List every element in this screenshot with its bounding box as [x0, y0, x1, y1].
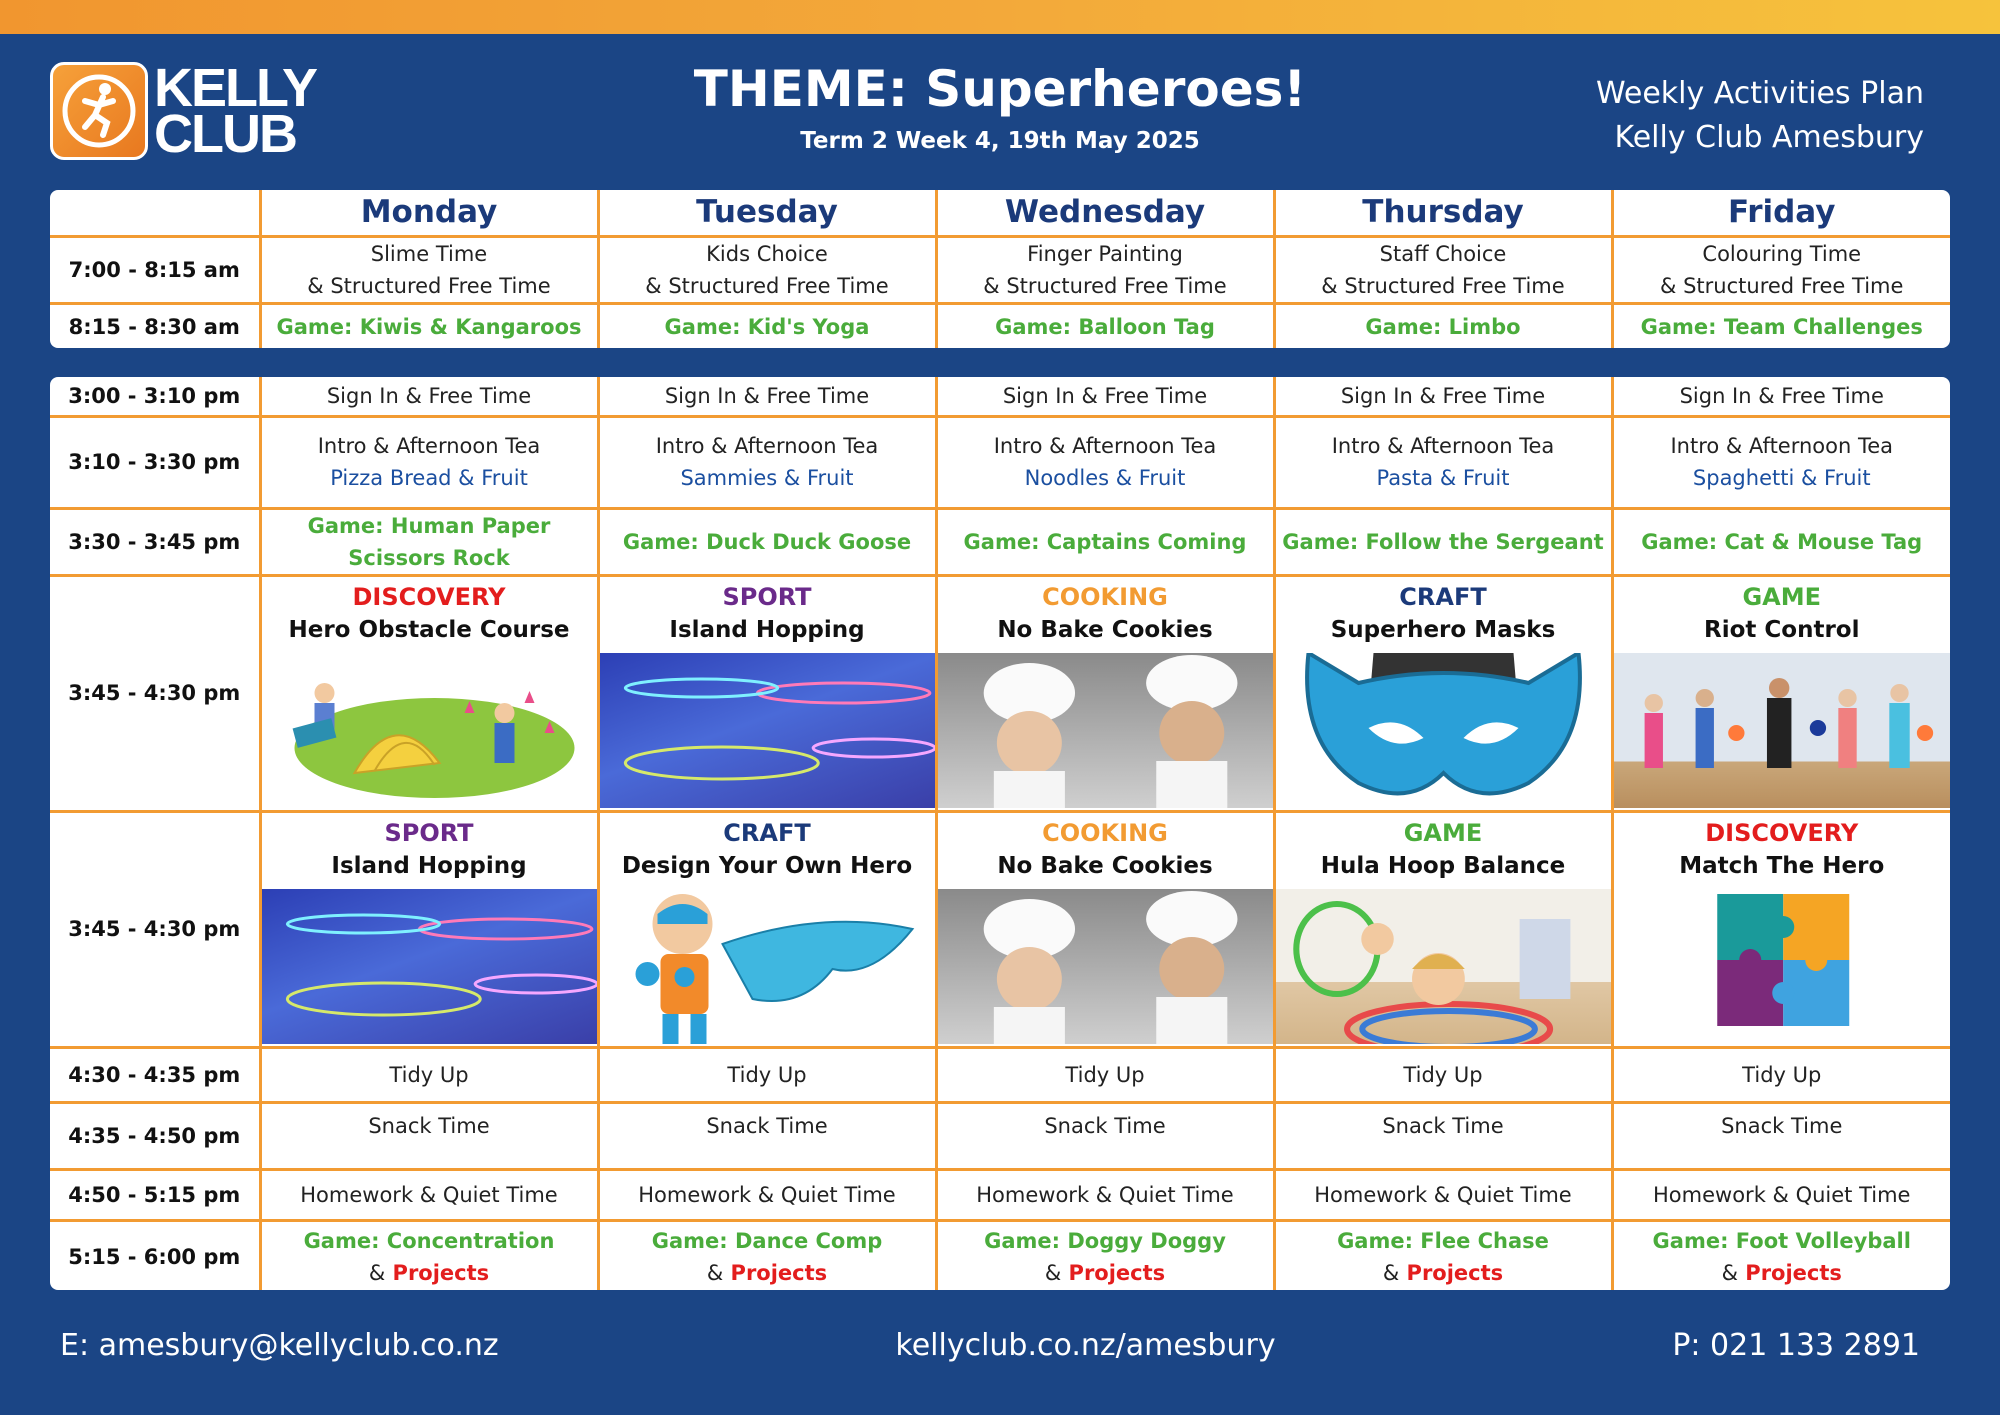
activity-category: COOKING: [1042, 582, 1168, 611]
activity-category: SPORT: [722, 582, 812, 611]
schedule-cell: [598, 1047, 936, 1102]
schedule-cell: [936, 1169, 1274, 1220]
activity-text: Intro & Afternoon Tea: [317, 434, 541, 458]
schedule-cell: [1274, 1169, 1612, 1220]
activity-cell: [598, 811, 936, 1047]
schedule-cell: [1274, 416, 1612, 508]
activity-category: CRAFT: [723, 818, 811, 847]
game-text: Game: Captains Coming: [963, 529, 1247, 554]
kids-ball-game-photo: [1614, 653, 1951, 808]
activity-cell: [1274, 575, 1612, 811]
ampersand: &: [368, 1260, 386, 1285]
schedule-cell: [936, 1047, 1274, 1102]
activity-text: Intro & Afternoon Tea: [1331, 434, 1555, 458]
food-text: Pasta & Fruit: [1376, 466, 1510, 490]
schedule-cell: [936, 1102, 1274, 1169]
time-slot: 3:45 - 4:30 pm: [50, 811, 260, 1047]
activity-category: GAME: [1403, 818, 1483, 847]
schedule-cell: [1612, 236, 1950, 303]
schedule-cell: [260, 1102, 598, 1169]
activity-category: GAME: [1742, 582, 1822, 611]
running-figure-icon: [50, 62, 148, 160]
projects-label: Projects: [1406, 1260, 1504, 1285]
kids-chefs-photo: [938, 889, 1273, 1044]
activity-text: Finger Painting: [1027, 241, 1183, 266]
game-text: Game: Flee Chase: [1337, 1228, 1549, 1253]
day-header-monday: Monday: [260, 190, 598, 236]
schedule-cell: [260, 303, 598, 348]
activity-text: & Structured Free Time: [645, 273, 889, 298]
projects-label: Projects: [1745, 1260, 1842, 1285]
hula-hoops-floor-photo: [600, 653, 935, 808]
email-link[interactable]: E: amesbury@kellyclub.co.nz: [60, 1328, 499, 1363]
activity-text: Snack Time: [1044, 1113, 1166, 1138]
day-header-tuesday: Tuesday: [598, 190, 936, 236]
schedule-cell: [1274, 236, 1612, 303]
activity-title: No Bake Cookies: [997, 616, 1213, 643]
time-slot: 8:15 - 8:30 am: [50, 303, 260, 348]
website-link[interactable]: kellyclub.co.nz/amesbury: [895, 1328, 1276, 1363]
time-slot: 4:50 - 5:15 pm: [50, 1169, 260, 1220]
schedule-cell: [260, 416, 598, 508]
activity-title: Match The Hero: [1679, 852, 1885, 879]
activity-text: Sign In & Free Time: [1340, 383, 1546, 408]
activity-text: Homework & Quiet Time: [976, 1182, 1234, 1207]
activity-text: Snack Time: [706, 1113, 828, 1138]
schedule-cell: [1274, 377, 1612, 416]
food-text: Noodles & Fruit: [1024, 466, 1186, 490]
activity-text: & Structured Free Time: [1660, 273, 1904, 298]
top-accent-stripe: [0, 0, 2000, 34]
activity-cell: [260, 811, 598, 1047]
kids-chefs-photo: [938, 653, 1273, 808]
activity-text: Tidy Up: [1403, 1062, 1483, 1087]
schedule-cell: [598, 236, 936, 303]
schedule-cell: [260, 377, 598, 416]
activity-text: Homework & Quiet Time: [1314, 1182, 1572, 1207]
schedule-cell: [598, 303, 936, 348]
activity-text: & Structured Free Time: [1321, 273, 1565, 298]
game-text: Game: Balloon Tag: [995, 315, 1215, 340]
game-text: Game: Foot Volleyball: [1652, 1228, 1911, 1253]
schedule-cell: [598, 416, 936, 508]
game-text: Game: Cat & Mouse Tag: [1641, 529, 1923, 554]
activity-text: Tidy Up: [389, 1062, 469, 1087]
activity-text: & Structured Free Time: [307, 273, 551, 298]
empty-header-cell: [50, 190, 260, 236]
schedule-cell: [260, 1169, 598, 1220]
activity-title: Island Hopping: [669, 616, 865, 643]
food-text: Sammies & Fruit: [680, 466, 854, 490]
page-title: THEME: Superheroes!: [693, 60, 1307, 118]
time-slot: 3:00 - 3:10 pm: [50, 377, 260, 416]
activity-text: Tidy Up: [1065, 1062, 1145, 1087]
morning-schedule-table: [50, 190, 1950, 348]
food-text: Pizza Bread & Fruit: [330, 466, 528, 490]
ampersand: &: [1044, 1260, 1062, 1285]
schedule-cell: [936, 303, 1274, 348]
activity-cell: [1612, 575, 1950, 811]
activity-text: Staff Choice: [1379, 241, 1507, 266]
schedule-cell: [1612, 377, 1950, 416]
schedule-cell: [936, 508, 1274, 575]
activity-text: Intro & Afternoon Tea: [993, 434, 1217, 458]
schedule-cell: [260, 1047, 598, 1102]
time-slot: 3:10 - 3:30 pm: [50, 416, 260, 508]
schedule-cell: [598, 377, 936, 416]
game-text: Game: Follow the Sergeant: [1282, 529, 1604, 554]
schedule-cell: [936, 236, 1274, 303]
obstacle-course-illustration: [262, 653, 597, 808]
activity-title: Design Your Own Hero: [621, 852, 913, 879]
game-text: Game: Concentration: [303, 1228, 555, 1253]
activity-category: CRAFT: [1399, 582, 1487, 611]
schedule-cell: [1612, 1220, 1950, 1290]
activity-title: Hero Obstacle Course: [288, 616, 570, 643]
game-text: Game: Limbo: [1365, 315, 1521, 340]
activity-text: Intro & Afternoon Tea: [655, 434, 879, 458]
activity-category: DISCOVERY: [1705, 818, 1859, 847]
game-text: Game: Kid's Yoga: [664, 315, 870, 340]
activity-text: Intro & Afternoon Tea: [1670, 434, 1894, 458]
activity-cell: [1612, 811, 1950, 1047]
projects-label: Projects: [1068, 1260, 1166, 1285]
phone-number: P: 021 133 2891: [1672, 1328, 1920, 1363]
game-text: Game: Team Challenges: [1640, 315, 1923, 340]
activity-text: Snack Time: [1721, 1113, 1843, 1138]
kids-hula-hoops-photo: [1276, 889, 1611, 1044]
projects-label: Projects: [730, 1260, 828, 1285]
time-slot: 5:15 - 6:00 pm: [50, 1220, 260, 1290]
schedule-cell: [260, 236, 598, 303]
time-slot: 4:35 - 4:50 pm: [50, 1102, 260, 1169]
schedule-cell: [1274, 303, 1612, 348]
activity-title: Riot Control: [1704, 616, 1860, 643]
activity-text: Colouring Time: [1702, 241, 1862, 266]
time-slot: 3:30 - 3:45 pm: [50, 508, 260, 575]
projects-label: Projects: [392, 1260, 490, 1285]
activity-cell: [598, 575, 936, 811]
activity-text: & Structured Free Time: [983, 273, 1227, 298]
superhero-mask-image: [1276, 653, 1611, 808]
kelly-club-logo: [50, 58, 317, 164]
activity-text: Snack Time: [1382, 1113, 1504, 1138]
activity-category: DISCOVERY: [352, 582, 506, 611]
activity-text: Sign In & Free Time: [1679, 383, 1884, 408]
activity-title: Superhero Masks: [1330, 616, 1556, 643]
activity-title: Hula Hoop Balance: [1320, 852, 1566, 879]
game-text: Game: Human Paper Scissors Rock: [307, 513, 551, 570]
activity-category: COOKING: [1042, 818, 1168, 847]
activity-title: Island Hopping: [331, 852, 527, 879]
activity-text: Kids Choice: [706, 241, 828, 266]
activity-text: Homework & Quiet Time: [300, 1182, 558, 1207]
schedule-cell: [598, 1169, 936, 1220]
schedule-cell: [1612, 1102, 1950, 1169]
ampersand: &: [1721, 1260, 1738, 1285]
schedule-cell: [260, 508, 598, 575]
afternoon-schedule-table: [50, 377, 1950, 1290]
schedule-cell: [1612, 1047, 1950, 1102]
game-text: Game: Kiwis & Kangaroos: [276, 315, 582, 340]
activity-text: Tidy Up: [727, 1062, 807, 1087]
schedule-cell: [1612, 416, 1950, 508]
schedule-cell: [598, 1220, 936, 1290]
activity-text: Sign In & Free Time: [664, 383, 870, 408]
activity-cell: [936, 811, 1274, 1047]
day-header-wednesday: Wednesday: [936, 190, 1274, 236]
activity-text: Homework & Quiet Time: [638, 1182, 896, 1207]
schedule-cell: [260, 1220, 598, 1290]
schedule-cell: [1612, 1169, 1950, 1220]
club-location: Kelly Club Amesbury: [1614, 120, 1924, 155]
activity-cell: [260, 575, 598, 811]
schedule-cell: [1274, 1102, 1612, 1169]
schedule-cell: [936, 1220, 1274, 1290]
page-subtitle: Term 2 Week 4, 19th May 2025: [800, 128, 1200, 154]
schedule-cell: [1612, 303, 1950, 348]
activity-text: Tidy Up: [1742, 1062, 1822, 1087]
puzzle-pieces-icon: [1614, 889, 1951, 1044]
logo-text-club: CLUB: [154, 104, 296, 164]
activity-title: No Bake Cookies: [997, 852, 1213, 879]
schedule-cell: [598, 508, 936, 575]
footer-contact: [60, 1328, 1920, 1363]
activity-cell: [1274, 811, 1612, 1047]
ampersand: &: [1382, 1260, 1400, 1285]
game-text: Game: Dance Comp: [651, 1228, 883, 1253]
activity-text: Homework & Quiet Time: [1653, 1182, 1911, 1207]
activity-text: Snack Time: [368, 1113, 490, 1138]
day-header-friday: Friday: [1612, 190, 1950, 236]
schedule-cell: [1274, 508, 1612, 575]
plan-label: Weekly Activities Plan: [1595, 76, 1924, 111]
activity-text: Sign In & Free Time: [326, 383, 532, 408]
cartoon-superhero-image: [600, 889, 935, 1044]
game-text: Game: Duck Duck Goose: [622, 529, 912, 554]
time-slot: 3:45 - 4:30 pm: [50, 575, 260, 811]
schedule-cell: [1612, 508, 1950, 575]
schedule-cell: [1274, 1220, 1612, 1290]
activity-text: Slime Time: [370, 241, 488, 266]
hula-hoops-floor-photo: [262, 889, 597, 1044]
schedule-cell: [936, 377, 1274, 416]
food-text: Spaghetti & Fruit: [1692, 466, 1871, 490]
time-slot: 4:30 - 4:35 pm: [50, 1047, 260, 1102]
day-header-thursday: Thursday: [1274, 190, 1612, 236]
activity-category: SPORT: [384, 818, 474, 847]
schedule-cell: [936, 416, 1274, 508]
ampersand: &: [706, 1260, 724, 1285]
activity-text: Sign In & Free Time: [1002, 383, 1208, 408]
schedule-cell: [1274, 1047, 1612, 1102]
schedule-cell: [598, 1102, 936, 1169]
time-slot: 7:00 - 8:15 am: [50, 236, 260, 303]
game-text: Game: Doggy Doggy: [984, 1228, 1226, 1253]
activity-cell: [936, 575, 1274, 811]
logo-text-kelly: KELLY: [154, 58, 317, 118]
